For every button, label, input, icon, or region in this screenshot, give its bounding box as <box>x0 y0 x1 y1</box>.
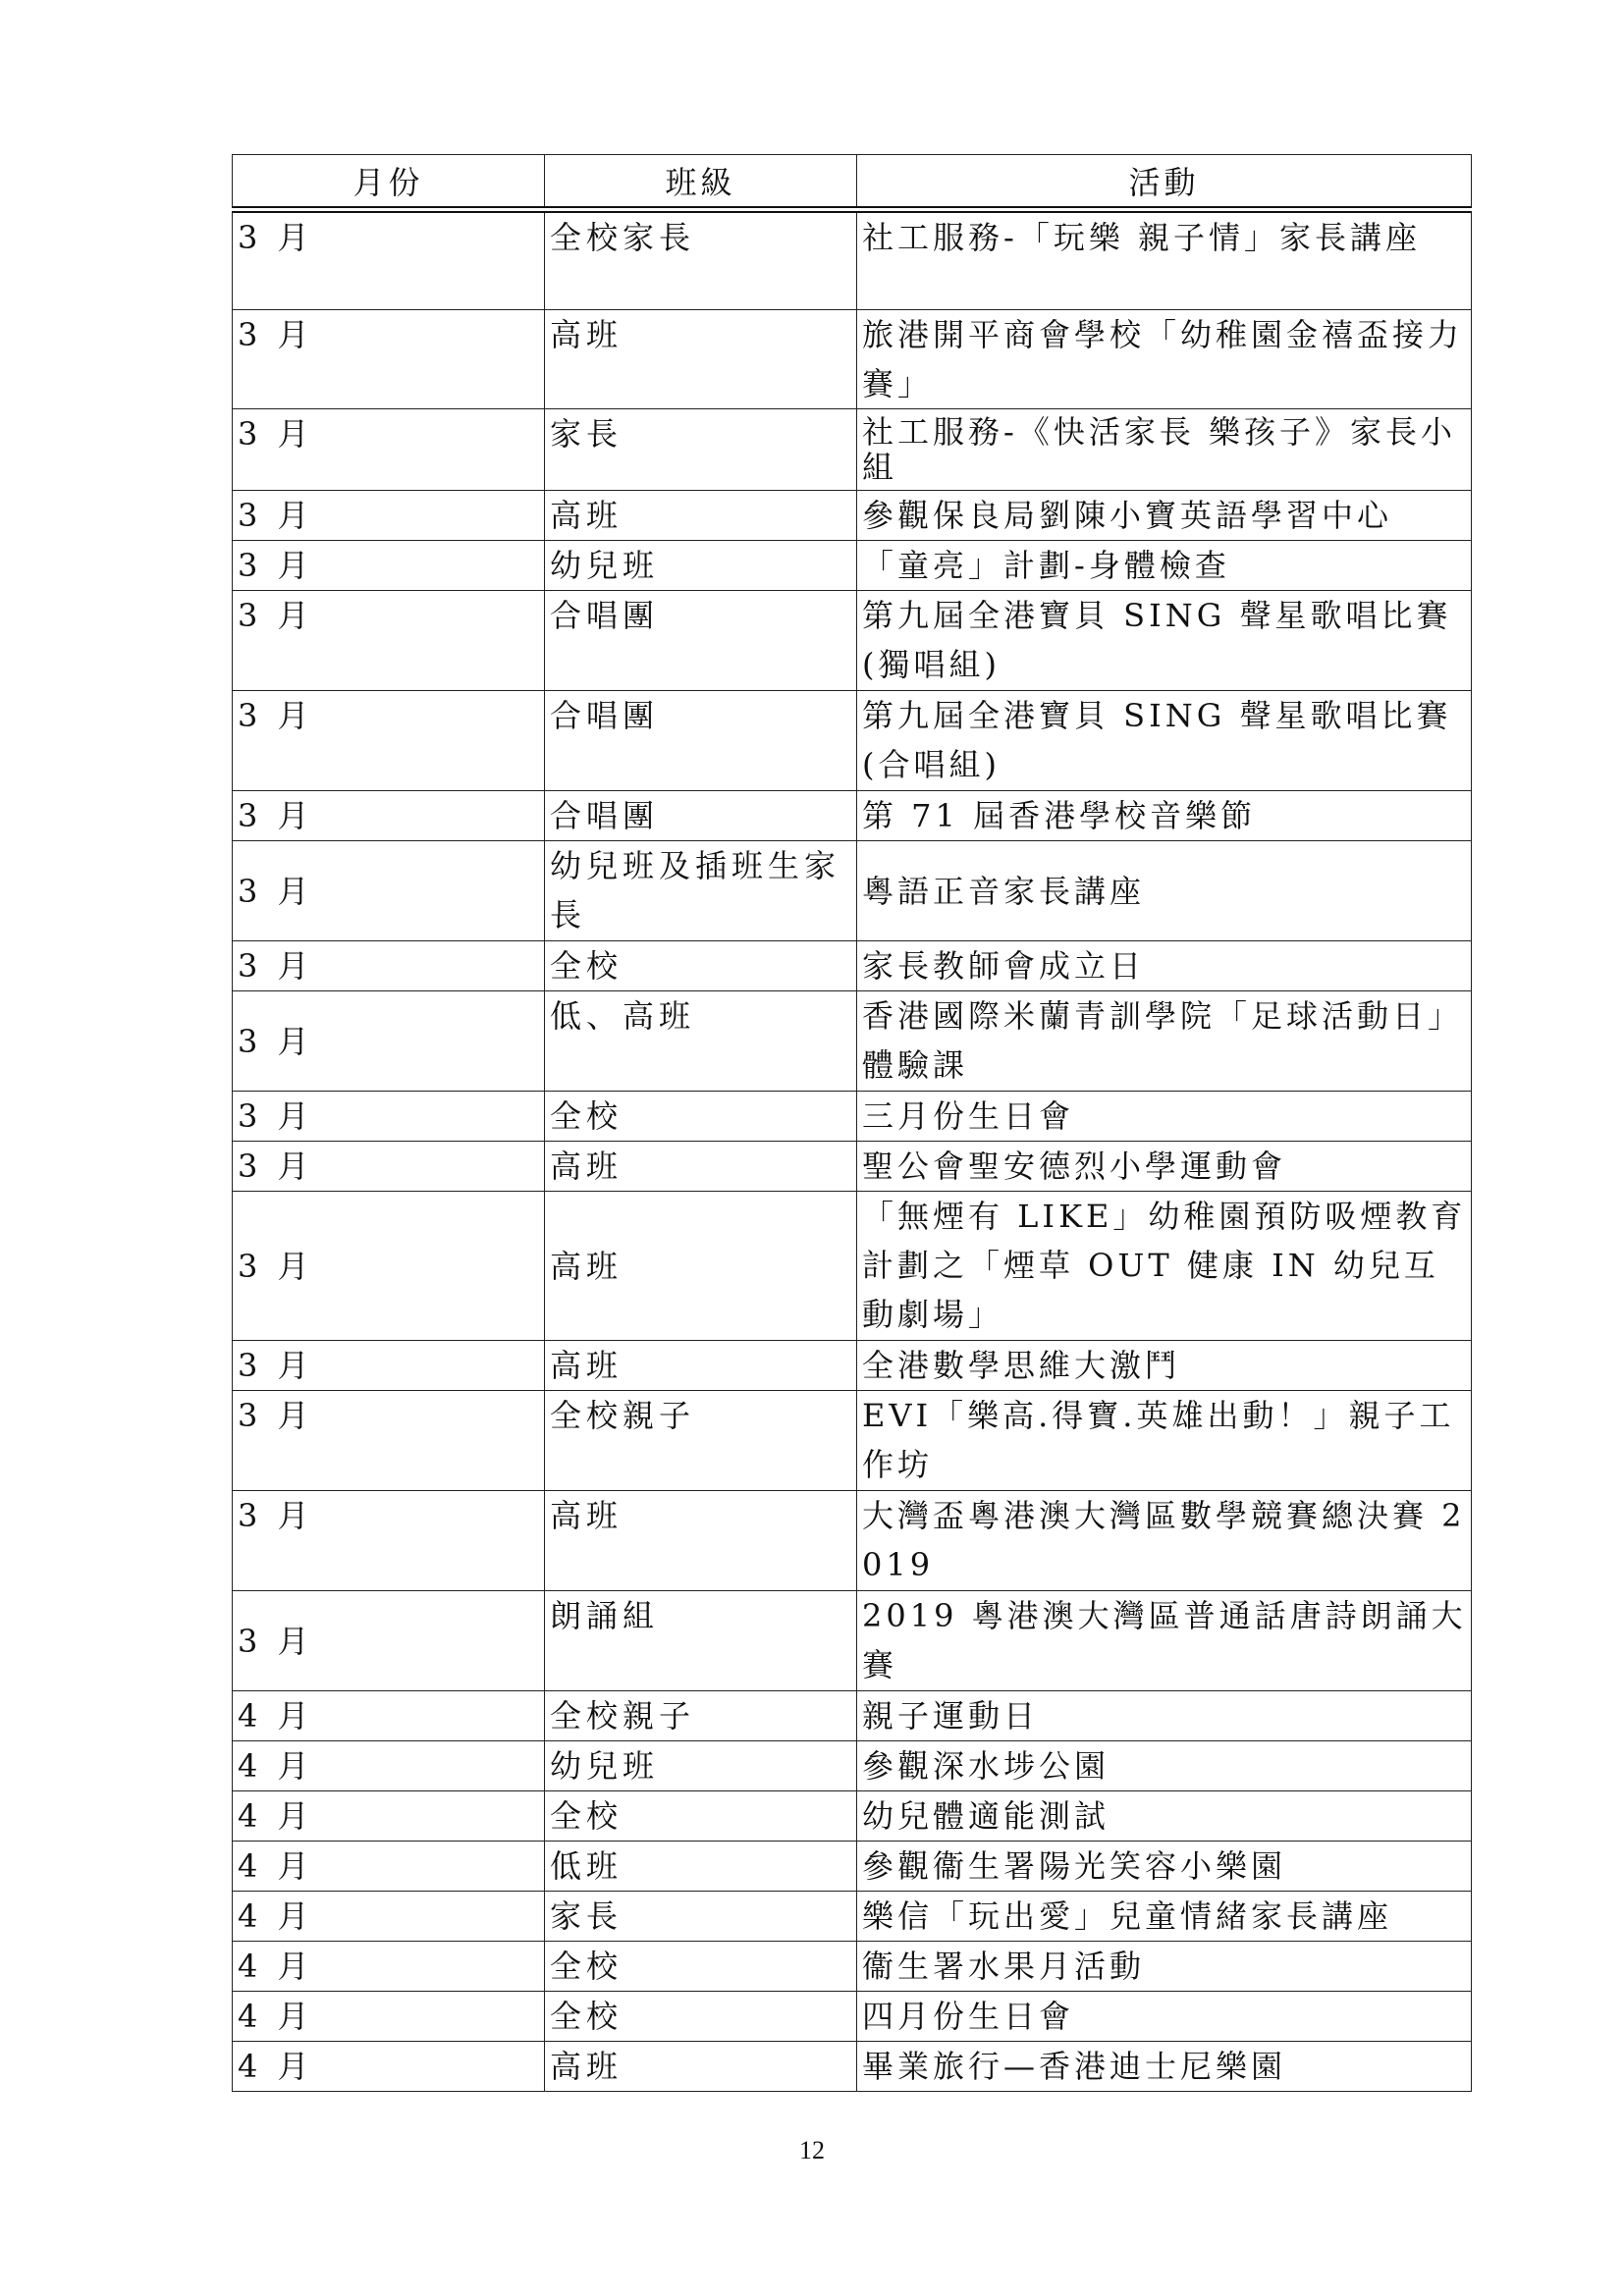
header-class: 班級 <box>545 155 857 210</box>
class-cell: 全校 <box>545 1791 857 1842</box>
table-row <box>233 1192 1472 1341</box>
activity-cell: 「童亮」計劃-身體檢查 <box>857 541 1472 591</box>
table-row <box>233 791 1472 841</box>
class-cell: 高班 <box>545 1192 857 1341</box>
class-cell: 高班 <box>545 1491 857 1591</box>
month-cell: 4 月 <box>233 1992 545 2042</box>
page-number: 12 <box>799 2136 825 2164</box>
table-row <box>233 541 1472 591</box>
table-row <box>233 1092 1472 1142</box>
activity-cell: 聖公會聖安德烈小學運動會 <box>857 1142 1472 1192</box>
table-row <box>233 991 1472 1092</box>
table-row <box>233 491 1472 541</box>
month-cell: 4 月 <box>233 2042 545 2092</box>
table-row <box>233 1691 1472 1741</box>
month-cell: 3 月 <box>233 409 545 491</box>
activity-cell: 幼兒體適能測試 <box>857 1791 1472 1842</box>
table-row <box>233 1341 1472 1391</box>
activity-cell: 參觀深水埗公園 <box>857 1741 1472 1791</box>
month-cell: 3 月 <box>233 1092 545 1142</box>
class-cell: 全校 <box>545 941 857 991</box>
month-cell: 3 月 <box>233 541 545 591</box>
activity-cell: EVI「樂高.得寶.英雄出動！」親子工作坊 <box>857 1391 1472 1491</box>
table-row <box>233 2042 1472 2092</box>
month-cell: 3 月 <box>233 310 545 409</box>
class-cell: 全校 <box>545 1942 857 1992</box>
activity-cell: 第 71 屆香港學校音樂節 <box>857 791 1472 841</box>
class-cell: 幼兒班 <box>545 541 857 591</box>
month-cell: 4 月 <box>233 1842 545 1892</box>
month-cell: 4 月 <box>233 1942 545 1992</box>
month-cell: 3 月 <box>233 1591 545 1691</box>
month-cell: 3 月 <box>233 991 545 1092</box>
month-cell: 4 月 <box>233 1741 545 1791</box>
month-cell: 3 月 <box>233 1491 545 1591</box>
class-cell: 低班 <box>545 1842 857 1892</box>
class-cell: 全校家長 <box>545 210 857 310</box>
class-cell: 全校 <box>545 1992 857 2042</box>
table-row <box>233 841 1472 941</box>
activity-cell: 社工服務-《快活家長 樂孩子》家長小組 <box>857 409 1472 491</box>
activity-cell: 全港數學思維大激鬥 <box>857 1341 1472 1391</box>
table-row <box>233 1791 1472 1842</box>
table-row <box>233 1842 1472 1892</box>
table-row <box>233 1892 1472 1942</box>
table-row <box>233 1942 1472 1992</box>
month-cell: 4 月 <box>233 1791 545 1842</box>
table-row <box>233 1992 1472 2042</box>
class-cell: 合唱團 <box>545 691 857 791</box>
activity-cell: 三月份生日會 <box>857 1092 1472 1142</box>
month-cell: 3 月 <box>233 1142 545 1192</box>
activity-cell: 旅港開平商會學校「幼稚園金禧盃接力賽」 <box>857 310 1472 409</box>
activity-cell: 親子運動日 <box>857 1691 1472 1741</box>
class-cell: 合唱團 <box>545 791 857 841</box>
table-row <box>233 210 1472 310</box>
activity-cell: 樂信「玩出愛」兒童情緒家長講座 <box>857 1892 1472 1942</box>
activity-cell: 第九屆全港寶貝 SING 聲星歌唱比賽(獨唱組) <box>857 591 1472 691</box>
month-cell: 3 月 <box>233 210 545 310</box>
month-cell: 4 月 <box>233 1691 545 1741</box>
class-cell: 高班 <box>545 1341 857 1391</box>
class-cell: 幼兒班及插班生家長 <box>545 841 857 941</box>
class-cell: 幼兒班 <box>545 1741 857 1791</box>
table-row <box>233 591 1472 691</box>
class-cell: 朗誦組 <box>545 1591 857 1691</box>
activity-cell: 衞生署水果月活動 <box>857 1942 1472 1992</box>
table-row <box>233 691 1472 791</box>
table-row <box>233 1391 1472 1491</box>
header-activity: 活動 <box>857 155 1472 210</box>
month-cell: 3 月 <box>233 491 545 541</box>
table-row <box>233 409 1472 491</box>
table-header <box>233 155 1472 210</box>
month-cell: 3 月 <box>233 1341 545 1391</box>
class-cell: 高班 <box>545 1142 857 1192</box>
month-cell: 3 月 <box>233 841 545 941</box>
class-cell: 高班 <box>545 491 857 541</box>
activity-cell: 粵語正音家長講座 <box>857 841 1472 941</box>
activity-cell: 香港國際米蘭青訓學院「足球活動日」體驗課 <box>857 991 1472 1092</box>
table-body <box>233 210 1472 2092</box>
table-row <box>233 310 1472 409</box>
activity-table <box>232 154 1472 2092</box>
month-cell: 3 月 <box>233 941 545 991</box>
class-cell: 低、高班 <box>545 991 857 1092</box>
month-cell: 3 月 <box>233 591 545 691</box>
activity-cell: 參觀保良局劉陳小寶英語學習中心 <box>857 491 1472 541</box>
class-cell: 家長 <box>545 1892 857 1942</box>
activity-cell: 第九屆全港寶貝 SING 聲星歌唱比賽(合唱組) <box>857 691 1472 791</box>
class-cell: 全校親子 <box>545 1391 857 1491</box>
class-cell: 全校親子 <box>545 1691 857 1741</box>
month-cell: 3 月 <box>233 1192 545 1341</box>
class-cell: 合唱團 <box>545 591 857 691</box>
table-row <box>233 1591 1472 1691</box>
table-row <box>233 941 1472 991</box>
class-cell: 家長 <box>545 409 857 491</box>
activity-cell: 「無煙有 LIKE」幼稚園預防吸煙教育計劃之「煙草 OUT 健康 IN 幼兒互動劇場」 <box>857 1192 1472 1341</box>
header-month: 月份 <box>233 155 545 210</box>
activity-cell: 社工服務-「玩樂 親子情」家長講座 <box>857 210 1472 310</box>
table-row <box>233 1142 1472 1192</box>
table-row <box>233 1741 1472 1791</box>
month-cell: 3 月 <box>233 691 545 791</box>
month-cell: 4 月 <box>233 1892 545 1942</box>
activity-cell: 四月份生日會 <box>857 1992 1472 2042</box>
table-row <box>233 1491 1472 1591</box>
activity-cell: 2019 粵港澳大灣區普通話唐詩朗誦大賽 <box>857 1591 1472 1691</box>
activity-cell: 家長教師會成立日 <box>857 941 1472 991</box>
class-cell: 高班 <box>545 310 857 409</box>
month-cell: 3 月 <box>233 1391 545 1491</box>
class-cell: 高班 <box>545 2042 857 2092</box>
class-cell: 全校 <box>545 1092 857 1142</box>
header-row <box>233 155 1472 210</box>
activity-cell: 大灣盃粵港澳大灣區數學競賽總決賽 2019 <box>857 1491 1472 1591</box>
activity-cell: 畢業旅行—香港迪士尼樂園 <box>857 2042 1472 2092</box>
month-cell: 3 月 <box>233 791 545 841</box>
activity-cell: 參觀衞生署陽光笑容小樂園 <box>857 1842 1472 1892</box>
